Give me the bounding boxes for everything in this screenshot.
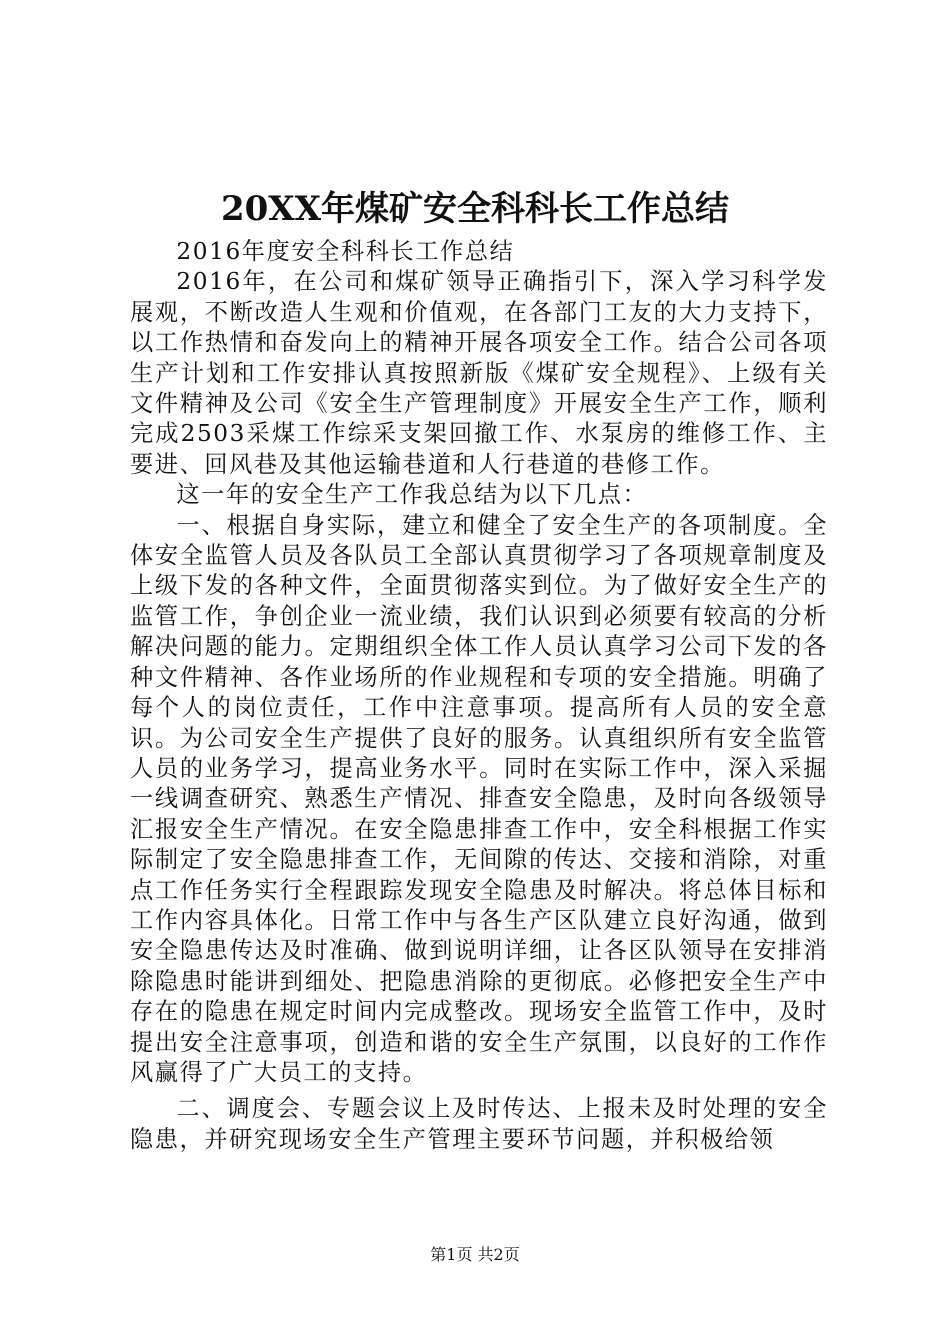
paragraph-summary-lead: 这一年的安全生产工作我总结为以下几点： (176, 481, 648, 509)
document-body (130, 237, 828, 1155)
document-title: 20XX年煤矿安全科科长工作总结 (220, 189, 730, 229)
paragraph-subtitle: 2016年度安全科科长工作总结 (176, 238, 515, 265)
paragraph-point-one: 一、根据自身实际，建立和健全了安全生产的各项制度。全体安全监管人员及各队员工全部认真贯彻学习了各项规章制度及上级下发的各种文件，全面贯彻落实到位。为了做好安全生产的监管工作，争创企业一流业绩，我们认识到必须要有较高的分析解决问题的能力。定期组织全体工作人员认真学习公司下发的各种文件精神、各作业场所的作业规程和专项的安全措施。明确了每个人的岗位责任，工作中注意事项。提高所有人员的安全意识。为公司安全生产提供了良好的服务。认真组织所有安全监管人员的业务学习，提高业务水平。同时在实际工作中，深入采掘一线调查研究、熟悉生产情况、排查安全隐患，及时向各级领导汇报安全生产情况。在安全隐患排查工作中，安全科根据工作实际制定了安全隐患排查工作，无间隙的传达、交接和消除，对重点工作任务实行全程跟踪发现安全隐患及时解决。将总体目标和工作内容具体化。日常工作中与各生产区队建立良好沟通，做到安全隐患传达及时准确、做到说明详细，让各区队领导在安排消除隐患时能讲到细处、把隐患消除的更彻底。必修把安全生产中存在的隐患在规定时间内完成整改。现场安全监管工作中，及时提出安全注意事项，创造和谐的安全生产氛围，以良好的工作作风赢得了广大员工的支持。 (130, 511, 828, 1086)
paragraph-point-two: 二、调度会、专题会议上及时传达、上报未及时处理的安全隐患，并研究现场安全生产管理主要环节问题，并积极给领 (130, 1095, 828, 1153)
paragraph-intro: 2016年，在公司和煤矿领导正确指引下，深入学习科学发展观，不断改造人生观和价值观，在各部门工友的大力支持下，以工作热情和奋发向上的精神开展各项安全工作。结合公司各项生产计划和工作安排认真按照新版《煤矿安全规程》、上级有关文件精神及公司《安全生产管理制度》开展安全生产工作，顺利完成2503采煤工作综采支架回撤工作、水泵房的维修工作、主要进、回风巷及其他运输巷道和人行巷道的巷修工作。 (130, 268, 828, 478)
page-number-footer: 第1页 共2页 (430, 1245, 520, 1264)
